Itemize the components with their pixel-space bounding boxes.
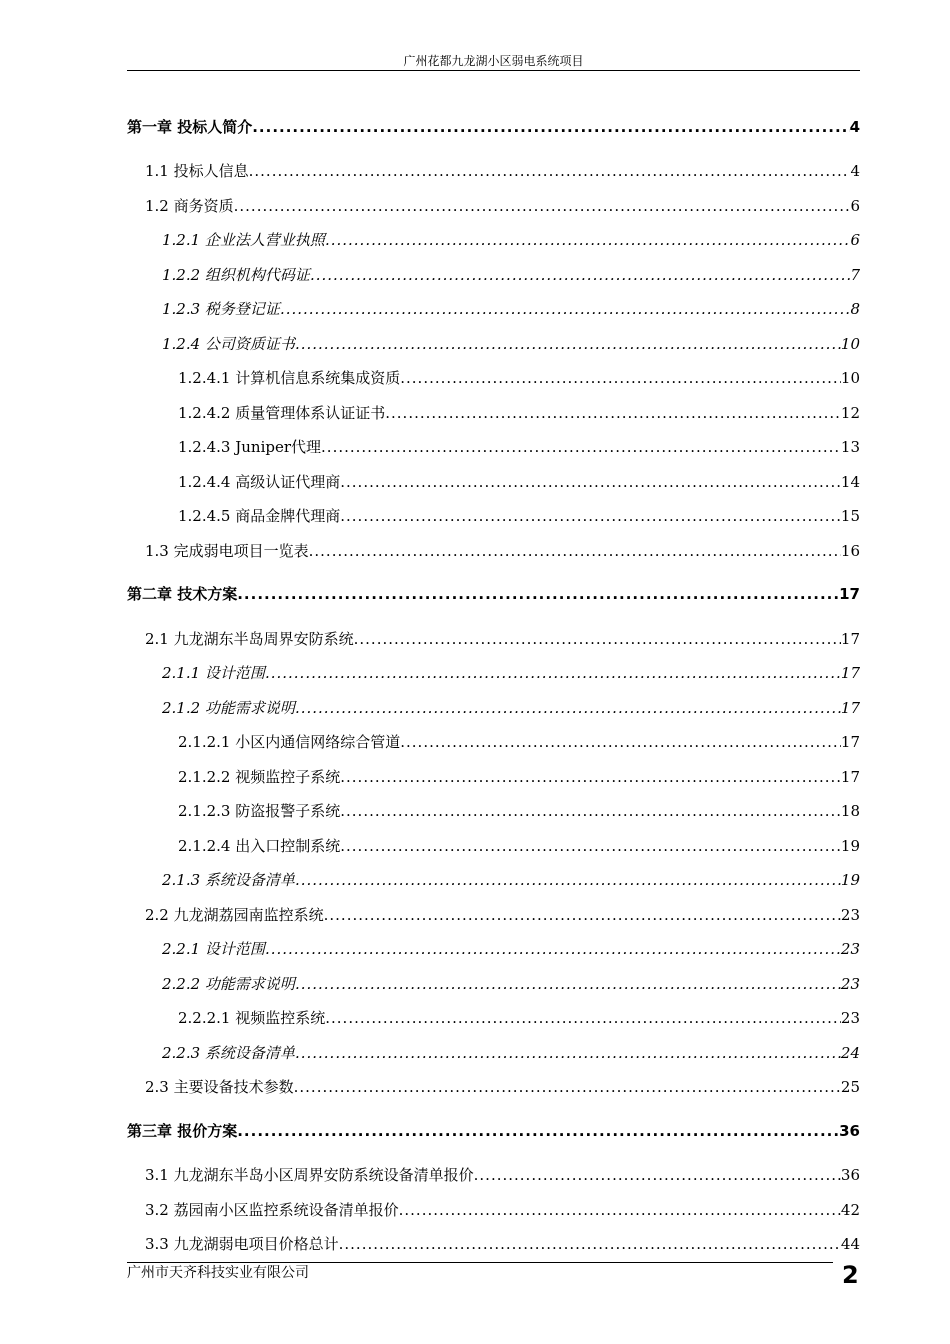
toc-entry-page: 17 [840,699,860,717]
toc-entry-label: 1.3 完成弱电项目一览表 [145,542,309,560]
toc-entry-page: 13 [840,438,860,456]
toc-entry-page: 24 [840,1044,860,1062]
toc-entry[interactable] [145,160,860,184]
toc-entry-page: 23 [840,1009,860,1027]
toc-dot-leader [280,300,851,318]
toc-dot-leader [249,162,851,180]
toc-entry-page: 16 [840,542,860,560]
toc-dot-leader [325,231,851,249]
toc-entry[interactable] [162,264,860,288]
toc-dot-leader [321,438,841,456]
toc-entry-label: 1.2.4 公司资质证书 [162,335,295,353]
toc-entry-page: 19 [840,871,860,889]
toc-entry[interactable] [178,436,860,460]
toc-dot-leader [385,404,841,422]
toc-entry-page: 36 [839,1122,860,1140]
toc-entry-label: 2.1.3 系统设备清单 [162,871,295,889]
toc-dot-leader [340,837,841,855]
toc-entry[interactable] [178,835,860,859]
toc-entry-page: 17 [840,630,860,648]
toc-entry[interactable] [145,628,860,652]
toc-dot-leader [325,1009,841,1027]
toc-dot-leader [400,733,841,751]
toc-entry-label: 1.2.1 企业法人营业执照 [162,231,325,249]
toc-entry-page: 10 [840,335,860,353]
toc-entry-label: 1.2.4.5 商品金牌代理商 [178,507,341,525]
toc-entry-label: 1.2.4.2 质量管理体系认证证书 [178,404,386,422]
toc-entry-page: 6 [850,197,860,215]
toc-entry-label: 2.2.1 设计范围 [162,940,265,958]
toc-entry-label: 2.1.1 设计范围 [162,664,265,682]
toc-dot-leader [400,369,841,387]
toc-entry[interactable] [178,800,860,824]
toc-entry-label: 2.1.2 功能需求说明 [162,699,295,717]
toc-entry[interactable] [127,1120,860,1144]
toc-dot-leader [265,940,841,958]
toc-entry[interactable] [162,1042,860,1066]
footer-company-name: 广州市天齐科技实业有限公司 [127,1265,309,1281]
toc-dot-leader [237,585,839,603]
toc-entry[interactable] [178,1007,860,1031]
toc-entry-label: 第一章 投标人简介 [127,118,253,136]
toc-entry-page: 23 [840,906,860,924]
header-divider [127,70,860,71]
toc-dot-leader [339,1235,841,1253]
toc-entry-page: 42 [840,1201,860,1219]
toc-entry[interactable] [127,583,860,607]
toc-dot-leader [340,802,841,820]
toc-entry-page: 17 [839,585,860,603]
toc-dot-leader [340,768,841,786]
toc-entry-page: 17 [840,664,860,682]
toc-entry[interactable] [162,869,860,893]
toc-dot-leader [309,542,841,560]
toc-entry-label: 1.2.4.1 计算机信息系统集成资质 [178,369,401,387]
toc-dot-leader [295,335,841,353]
toc-entry[interactable] [145,1233,860,1257]
toc-entry-label: 2.2 九龙湖荔园南监控系统 [145,906,324,924]
toc-entry-label: 1.2.3 税务登记证 [162,300,280,318]
toc-dot-leader [252,118,849,136]
toc-entry[interactable] [145,904,860,928]
toc-entry-label: 3.1 九龙湖东半岛小区周界安防系统设备清单报价 [145,1166,474,1184]
toc-entry-page: 17 [840,733,860,751]
toc-entry-label: 2.1.2.3 防盗报警子系统 [178,802,341,820]
toc-entry-label: 2.1.2.1 小区内通信网络综合管道 [178,733,401,751]
toc-entry[interactable] [162,938,860,962]
toc-entry-label: 3.2 荔园南小区监控系统设备清单报价 [145,1201,399,1219]
toc-entry-page: 15 [840,507,860,525]
toc-entry[interactable] [178,471,860,495]
toc-entry[interactable] [178,766,860,790]
toc-entry-page: 12 [840,404,860,422]
toc-entry[interactable] [162,697,860,721]
toc-entry[interactable] [178,731,860,755]
toc-entry-label: 1.1 投标人信息 [145,162,249,180]
toc-entry-label: 1.2.4.4 高级认证代理商 [178,473,341,491]
toc-entry-page: 44 [840,1235,860,1253]
toc-entry-label: 2.3 主要设备技术参数 [145,1078,294,1096]
toc-dot-leader [295,871,841,889]
toc-entry-label: 第三章 报价方案 [127,1122,238,1140]
toc-dot-leader [354,630,841,648]
toc-entry-page: 8 [850,300,860,318]
toc-entry-label: 1.2 商务资质 [145,197,234,215]
toc-dot-leader [340,507,841,525]
toc-entry[interactable] [145,195,860,219]
toc-dot-leader [237,1122,839,1140]
toc-entry-label: 2.2.2.1 视频监控系统 [178,1009,326,1027]
toc-dot-leader [324,906,841,924]
toc-entry[interactable] [145,1199,860,1223]
toc-dot-leader [399,1201,841,1219]
toc-entry-page: 6 [850,231,860,249]
toc-entry-page: 10 [840,369,860,387]
toc-entry[interactable] [162,333,860,357]
toc-entry[interactable] [127,116,860,140]
toc-entry-page: 7 [850,266,860,284]
toc-entry-label: 2.1.2.2 视频监控子系统 [178,768,341,786]
toc-dot-leader [340,473,841,491]
toc-entry-label: 1.2.4.3 Juniper代理 [178,438,322,456]
toc-entry-page: 19 [840,837,860,855]
toc-entry-label: 2.2.2 功能需求说明 [162,975,295,993]
toc-entry[interactable] [178,367,860,391]
toc-entry-label: 2.2.3 系统设备清单 [162,1044,295,1062]
toc-entry-label: 第二章 技术方案 [127,585,238,603]
toc-entry-page: 36 [840,1166,860,1184]
toc-entry-page: 25 [840,1078,860,1096]
toc-entry[interactable] [162,298,860,322]
toc-entry-page: 4 [849,118,860,136]
toc-entry[interactable] [145,540,860,564]
toc-entry-label: 3.3 九龙湖弱电项目价格总计 [145,1235,339,1253]
toc-dot-leader [474,1166,841,1184]
toc-entry-page: 4 [850,162,860,180]
toc-dot-leader [310,266,851,284]
toc-dot-leader [294,1078,841,1096]
toc-entry-page: 17 [840,768,860,786]
toc-dot-leader [265,664,841,682]
toc-entry-label: 1.2.2 组织机构代码证 [162,266,310,284]
toc-entry[interactable] [178,402,860,426]
toc-dot-leader [295,699,841,717]
toc-entry-page: 18 [840,802,860,820]
toc-dot-leader [234,197,851,215]
toc-entry[interactable] [178,505,860,529]
page-header-title: 广州花都九龙湖小区弱电系统项目 [403,54,584,68]
toc-entry-page: 23 [840,975,860,993]
toc-entry[interactable] [145,1164,860,1188]
toc-entry[interactable] [162,229,860,253]
toc-entry-label: 2.1.2.4 出入口控制系统 [178,837,341,855]
toc-entry[interactable] [145,1076,860,1100]
toc-entry-label: 2.1 九龙湖东半岛周界安防系统 [145,630,354,648]
toc-entry[interactable] [162,973,860,997]
toc-entry[interactable] [162,662,860,686]
toc-dot-leader [295,975,841,993]
toc-dot-leader [295,1044,841,1062]
footer-page-number: 2 [842,1261,859,1289]
toc-entry-page: 14 [840,473,860,491]
toc-entry-page: 23 [840,940,860,958]
